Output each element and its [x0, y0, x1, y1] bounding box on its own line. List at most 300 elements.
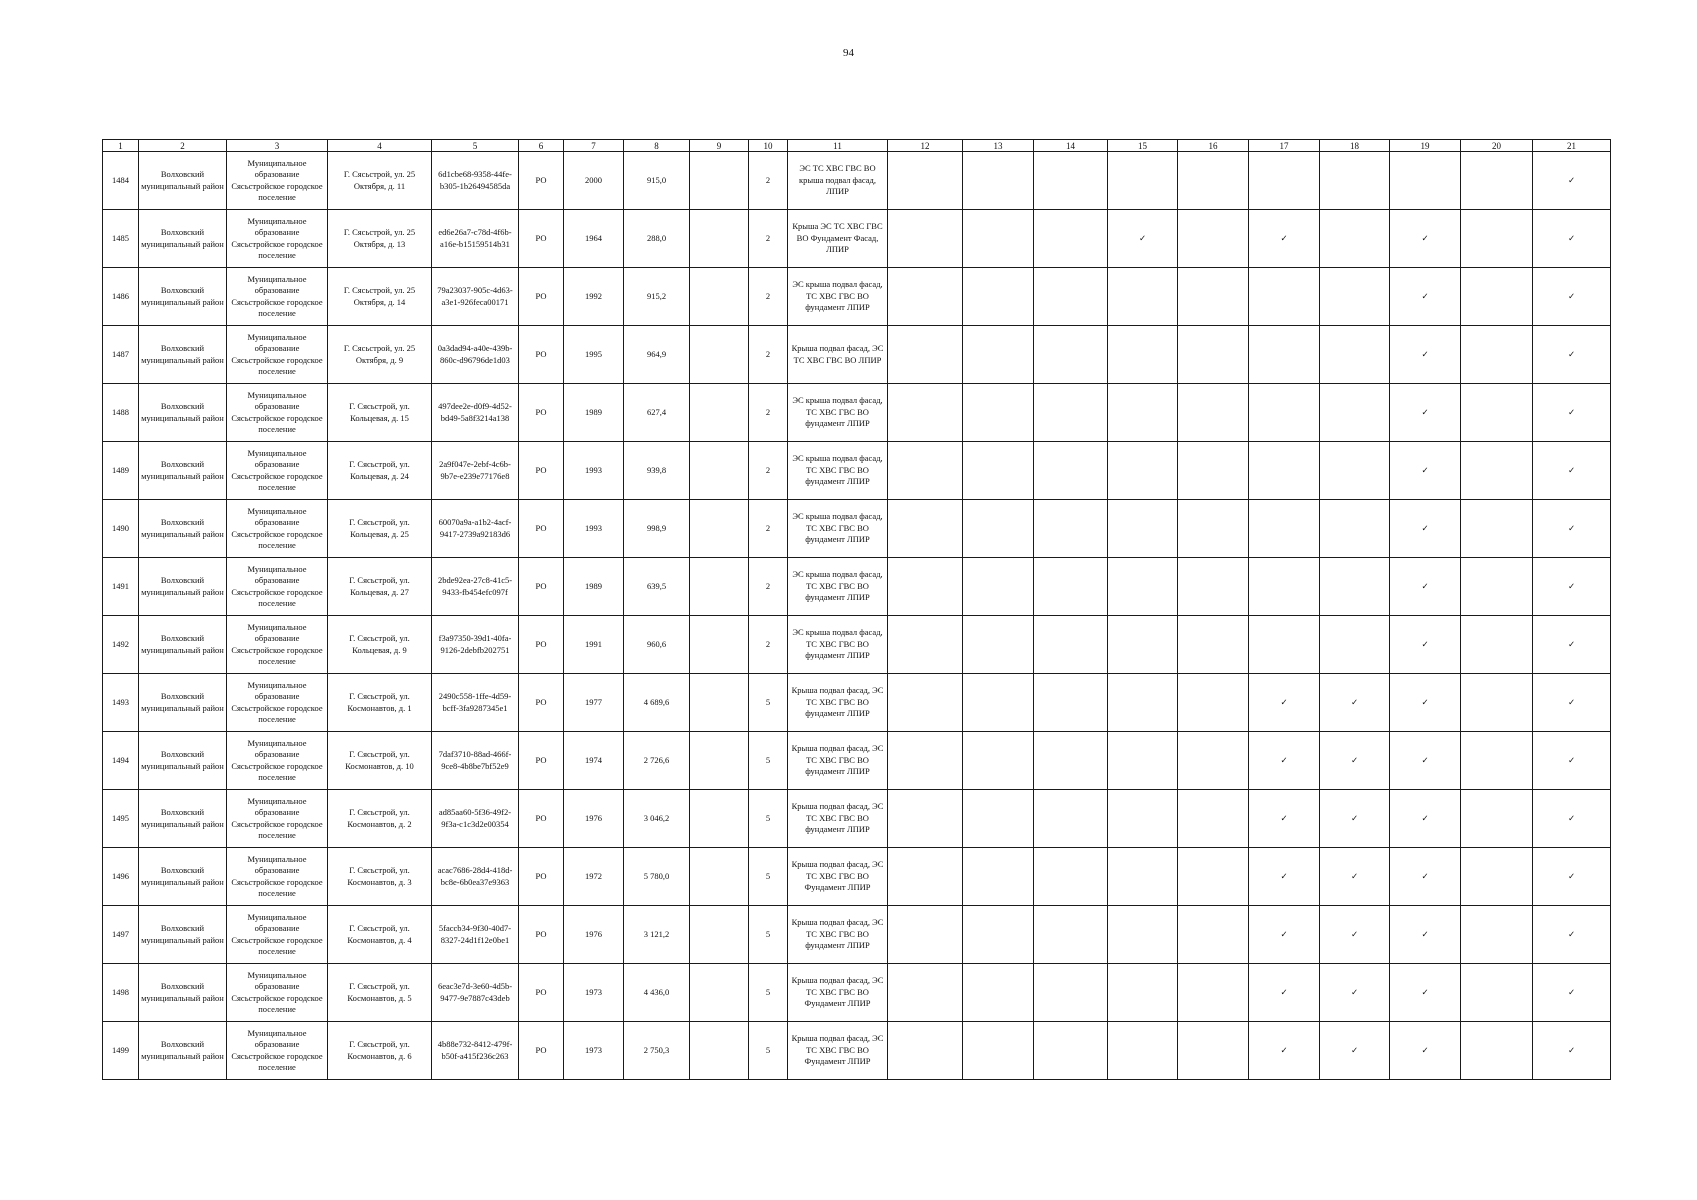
table-row	[103, 674, 1611, 732]
checkmark-icon: ✓	[1249, 790, 1320, 848]
empty-cell	[1461, 848, 1533, 906]
table-cell: 1484	[103, 152, 139, 210]
empty-cell	[1178, 848, 1249, 906]
column-header: 5	[432, 140, 519, 152]
empty-cell	[1034, 558, 1108, 616]
table-cell: 1993	[564, 442, 624, 500]
empty-cell	[1178, 442, 1249, 500]
empty-cell	[888, 442, 963, 500]
table-cell: Крыша подвал фасад, ЭС ТС ХВС ГВС ВО Фундамент ЛПИР	[788, 848, 888, 906]
checkmark-icon: ✓	[1390, 964, 1461, 1022]
empty-cell	[888, 616, 963, 674]
empty-cell	[963, 326, 1034, 384]
table-cell: Г. Сясьстрой, ул. Кольцевая, д. 24	[328, 442, 432, 500]
table-cell: 1497	[103, 906, 139, 964]
checkmark-icon: ✓	[1533, 732, 1611, 790]
checkmark-icon: ✓	[1390, 616, 1461, 674]
table-cell: 2	[749, 384, 788, 442]
table-cell: 2	[749, 152, 788, 210]
table-cell: 5	[749, 1022, 788, 1080]
table-cell: Волховский муниципальный район	[139, 848, 227, 906]
table-cell: Муниципальное образование Сясьстройское городское поселение	[227, 1022, 328, 1080]
table-cell: Крыша подвал фасад, ЭС ТС ХВС ГВС ВО ЛПИР	[788, 326, 888, 384]
column-header: 20	[1461, 140, 1533, 152]
table-cell: 915,2	[624, 268, 690, 326]
column-header: 18	[1320, 140, 1390, 152]
empty-cell	[1178, 674, 1249, 732]
table-cell: 1989	[564, 384, 624, 442]
table-cell: Крыша ЭС ТС ХВС ГВС ВО Фундамент Фасад, ЛПИР	[788, 210, 888, 268]
table-cell: Г. Сясьстрой, ул. Космонавтов, д. 6	[328, 1022, 432, 1080]
empty-cell	[1390, 152, 1461, 210]
checkmark-icon: ✓	[1320, 1022, 1390, 1080]
table-row	[103, 616, 1611, 674]
empty-cell	[1178, 732, 1249, 790]
table-cell: 2	[749, 500, 788, 558]
table-row	[103, 152, 1611, 210]
table-cell: 1498	[103, 964, 139, 1022]
table-cell: Волховский муниципальный район	[139, 268, 227, 326]
table-cell: Крыша подвал фасад, ЭС ТС ХВС ГВС ВО Фундамент ЛПИР	[788, 964, 888, 1022]
table-cell: Г. Сясьстрой, ул. Космонавтов, д. 5	[328, 964, 432, 1022]
table-cell: РО	[519, 210, 564, 268]
checkmark-icon: ✓	[1249, 210, 1320, 268]
empty-cell	[963, 848, 1034, 906]
column-header: 2	[139, 140, 227, 152]
table-cell	[690, 848, 749, 906]
empty-cell	[1320, 500, 1390, 558]
table-cell: 627,4	[624, 384, 690, 442]
empty-cell	[1034, 964, 1108, 1022]
empty-cell	[1320, 558, 1390, 616]
checkmark-icon: ✓	[1390, 268, 1461, 326]
table-cell: 3 046,2	[624, 790, 690, 848]
table-cell: ЭС ТС ХВС ГВС ВО крыша подвал фасад, ЛПИР	[788, 152, 888, 210]
table-cell: Г. Сясьстрой, ул. Космонавтов, д. 1	[328, 674, 432, 732]
table-cell: 639,5	[624, 558, 690, 616]
empty-cell	[1034, 790, 1108, 848]
table-cell: Муниципальное образование Сясьстройское городское поселение	[227, 616, 328, 674]
table-cell: 2	[749, 210, 788, 268]
table-cell: Волховский муниципальный район	[139, 964, 227, 1022]
empty-cell	[1249, 268, 1320, 326]
table-cell: РО	[519, 674, 564, 732]
table-cell: 4 436,0	[624, 964, 690, 1022]
checkmark-icon: ✓	[1390, 210, 1461, 268]
empty-cell	[1461, 268, 1533, 326]
empty-cell	[1034, 906, 1108, 964]
empty-cell	[888, 268, 963, 326]
table-cell: Г. Сясьстрой, ул. Космонавтов, д. 4	[328, 906, 432, 964]
table-cell: 915,0	[624, 152, 690, 210]
table-cell: Г. Сясьстрой, ул. Кольцевая, д. 9	[328, 616, 432, 674]
checkmark-icon: ✓	[1533, 790, 1611, 848]
checkmark-icon: ✓	[1533, 964, 1611, 1022]
checkmark-icon: ✓	[1533, 152, 1611, 210]
empty-cell	[963, 558, 1034, 616]
empty-cell	[1178, 1022, 1249, 1080]
table-cell: Волховский муниципальный район	[139, 616, 227, 674]
empty-cell	[963, 906, 1034, 964]
empty-cell	[888, 210, 963, 268]
table-cell: РО	[519, 384, 564, 442]
table-cell: Волховский муниципальный район	[139, 326, 227, 384]
table-cell: 1487	[103, 326, 139, 384]
empty-cell	[1249, 384, 1320, 442]
empty-cell	[888, 1022, 963, 1080]
table-cell: 1494	[103, 732, 139, 790]
table-row	[103, 906, 1611, 964]
empty-cell	[963, 268, 1034, 326]
checkmark-icon: ✓	[1390, 326, 1461, 384]
column-header: 6	[519, 140, 564, 152]
table-cell: ЭС крыша подвал фасад, ТС ХВС ГВС ВО фундамент ЛПИР	[788, 384, 888, 442]
column-header: 12	[888, 140, 963, 152]
table-cell: 2bde92ea-27c8-41c5-9433-fb454efc097f	[432, 558, 519, 616]
table-cell: Волховский муниципальный район	[139, 500, 227, 558]
empty-cell	[1320, 442, 1390, 500]
empty-cell	[963, 674, 1034, 732]
table-cell: 5	[749, 848, 788, 906]
table-cell	[690, 790, 749, 848]
column-header: 9	[690, 140, 749, 152]
table-cell: 2a9f047e-2ebf-4c6b-9b7e-e239e77176e8	[432, 442, 519, 500]
table-cell: 1995	[564, 326, 624, 384]
table-cell: 1491	[103, 558, 139, 616]
empty-cell	[1108, 848, 1178, 906]
table-cell: 1490	[103, 500, 139, 558]
housing-registry-table	[102, 139, 1611, 1080]
table-cell: 2 726,6	[624, 732, 690, 790]
column-header: 14	[1034, 140, 1108, 152]
empty-cell	[888, 790, 963, 848]
table-cell: Волховский муниципальный район	[139, 1022, 227, 1080]
checkmark-icon: ✓	[1390, 1022, 1461, 1080]
table-cell: Волховский муниципальный район	[139, 442, 227, 500]
column-header: 21	[1533, 140, 1611, 152]
empty-cell	[1178, 616, 1249, 674]
table-cell: 1964	[564, 210, 624, 268]
empty-cell	[1034, 732, 1108, 790]
table-cell: ЭС крыша подвал фасад, ТС ХВС ГВС ВО фундамент ЛПИР	[788, 500, 888, 558]
table-cell: Муниципальное образование Сясьстройское городское поселение	[227, 442, 328, 500]
empty-cell	[1034, 500, 1108, 558]
checkmark-icon: ✓	[1249, 732, 1320, 790]
table-cell: Г. Сясьстрой, ул. 25 Октября, д. 11	[328, 152, 432, 210]
table-cell: Волховский муниципальный район	[139, 732, 227, 790]
empty-cell	[1108, 906, 1178, 964]
table-cell: Муниципальное образование Сясьстройское городское поселение	[227, 326, 328, 384]
table-cell: Муниципальное образование Сясьстройское городское поселение	[227, 152, 328, 210]
table-row	[103, 1022, 1611, 1080]
empty-cell	[1461, 558, 1533, 616]
empty-cell	[888, 674, 963, 732]
table-cell: 6eac3e7d-3e60-4d5b-9477-9e7887c43deb	[432, 964, 519, 1022]
column-header: 3	[227, 140, 328, 152]
empty-cell	[888, 152, 963, 210]
column-header: 4	[328, 140, 432, 152]
table-cell: 2	[749, 616, 788, 674]
checkmark-icon: ✓	[1390, 848, 1461, 906]
empty-cell	[1034, 616, 1108, 674]
table-cell: РО	[519, 326, 564, 384]
empty-cell	[1108, 442, 1178, 500]
table-cell: Волховский муниципальный район	[139, 790, 227, 848]
table-cell: 998,9	[624, 500, 690, 558]
table-cell: 497dee2e-d0f9-4d52-bd49-5a8f3214a138	[432, 384, 519, 442]
checkmark-icon: ✓	[1320, 732, 1390, 790]
table-cell: 1499	[103, 1022, 139, 1080]
table-cell: 960,6	[624, 616, 690, 674]
table-cell: 5	[749, 964, 788, 1022]
table-cell	[690, 384, 749, 442]
empty-cell	[1034, 384, 1108, 442]
column-header: 15	[1108, 140, 1178, 152]
column-header: 10	[749, 140, 788, 152]
table-cell	[690, 674, 749, 732]
table-cell: 1489	[103, 442, 139, 500]
table-cell: 5 780,0	[624, 848, 690, 906]
table-cell: Волховский муниципальный район	[139, 558, 227, 616]
empty-cell	[1034, 326, 1108, 384]
empty-cell	[1320, 210, 1390, 268]
checkmark-icon: ✓	[1533, 268, 1611, 326]
table-cell: 1972	[564, 848, 624, 906]
table-cell	[690, 442, 749, 500]
checkmark-icon: ✓	[1390, 790, 1461, 848]
table-cell: Г. Сясьстрой, ул. Кольцевая, д. 25	[328, 500, 432, 558]
checkmark-icon: ✓	[1320, 848, 1390, 906]
empty-cell	[1461, 384, 1533, 442]
column-header: 16	[1178, 140, 1249, 152]
checkmark-icon: ✓	[1390, 558, 1461, 616]
table-row	[103, 558, 1611, 616]
empty-cell	[1178, 906, 1249, 964]
table-cell: Волховский муниципальный район	[139, 384, 227, 442]
empty-cell	[1320, 152, 1390, 210]
table-cell: РО	[519, 964, 564, 1022]
empty-cell	[1461, 210, 1533, 268]
checkmark-icon: ✓	[1390, 906, 1461, 964]
table-cell	[690, 616, 749, 674]
table-row	[103, 500, 1611, 558]
checkmark-icon: ✓	[1390, 500, 1461, 558]
table-cell: Г. Сясьстрой, ул. Кольцевая, д. 27	[328, 558, 432, 616]
checkmark-icon: ✓	[1390, 442, 1461, 500]
table-cell: ed6e26a7-c78d-4f6b-a16e-b15159514b31	[432, 210, 519, 268]
table-cell: РО	[519, 616, 564, 674]
table-cell: 2	[749, 268, 788, 326]
empty-cell	[1461, 500, 1533, 558]
empty-cell	[1108, 732, 1178, 790]
table-cell: Волховский муниципальный район	[139, 152, 227, 210]
empty-cell	[1178, 326, 1249, 384]
column-header: 11	[788, 140, 888, 152]
table-body	[103, 152, 1611, 1080]
empty-cell	[963, 384, 1034, 442]
checkmark-icon: ✓	[1533, 848, 1611, 906]
empty-cell	[963, 152, 1034, 210]
table-cell: 1496	[103, 848, 139, 906]
table-cell: 1973	[564, 964, 624, 1022]
empty-cell	[963, 732, 1034, 790]
table-cell: Муниципальное образование Сясьстройское городское поселение	[227, 848, 328, 906]
column-header: 17	[1249, 140, 1320, 152]
empty-cell	[888, 732, 963, 790]
table-row	[103, 268, 1611, 326]
empty-cell	[1178, 964, 1249, 1022]
table-cell: ad85aa60-5f36-49f2-9f3a-c1c3d2e00354	[432, 790, 519, 848]
table-cell: Крыша подвал фасад, ЭС ТС ХВС ГВС ВО фундамент ЛПИР	[788, 732, 888, 790]
empty-cell	[1108, 674, 1178, 732]
empty-cell	[1461, 906, 1533, 964]
table-cell: Волховский муниципальный район	[139, 674, 227, 732]
table-cell: Муниципальное образование Сясьстройское городское поселение	[227, 964, 328, 1022]
empty-cell	[1034, 442, 1108, 500]
table-cell: 5faccb34-9f30-40d7-8327-24d1f12e0be1	[432, 906, 519, 964]
checkmark-icon: ✓	[1533, 384, 1611, 442]
checkmark-icon: ✓	[1533, 210, 1611, 268]
empty-cell	[963, 616, 1034, 674]
table-cell: РО	[519, 848, 564, 906]
checkmark-icon: ✓	[1533, 616, 1611, 674]
table-cell: 2 750,3	[624, 1022, 690, 1080]
table-cell: 2	[749, 326, 788, 384]
empty-cell	[888, 558, 963, 616]
empty-cell	[1249, 326, 1320, 384]
table-cell: 1993	[564, 500, 624, 558]
table-cell: 5	[749, 674, 788, 732]
empty-cell	[1249, 442, 1320, 500]
table-cell	[690, 326, 749, 384]
table-cell: Волховский муниципальный район	[139, 210, 227, 268]
table-cell: Г. Сясьстрой, ул. Кольцевая, д. 15	[328, 384, 432, 442]
empty-cell	[1461, 790, 1533, 848]
table-row	[103, 384, 1611, 442]
checkmark-icon: ✓	[1390, 384, 1461, 442]
empty-cell	[1249, 616, 1320, 674]
table-cell: ЭС крыша подвал фасад, ТС ХВС ГВС ВО фундамент ЛПИР	[788, 616, 888, 674]
empty-cell	[1249, 152, 1320, 210]
table-cell: Г. Сясьстрой, ул. 25 Октября, д. 13	[328, 210, 432, 268]
table-cell: РО	[519, 790, 564, 848]
empty-cell	[1034, 848, 1108, 906]
empty-cell	[1320, 384, 1390, 442]
table-cell: 1486	[103, 268, 139, 326]
column-header: 13	[963, 140, 1034, 152]
column-header: 7	[564, 140, 624, 152]
table-cell: 1991	[564, 616, 624, 674]
table-cell: 964,9	[624, 326, 690, 384]
table-cell: ЭС крыша подвал фасад, ТС ХВС ГВС ВО фундамент ЛПИР	[788, 442, 888, 500]
empty-cell	[963, 1022, 1034, 1080]
table-cell: 1492	[103, 616, 139, 674]
checkmark-icon: ✓	[1533, 326, 1611, 384]
table-cell: 4b88e732-8412-479f-b50f-a415f236c263	[432, 1022, 519, 1080]
empty-cell	[1461, 152, 1533, 210]
table-cell: РО	[519, 732, 564, 790]
table-cell: РО	[519, 152, 564, 210]
table-cell: ЭС крыша подвал фасад, ТС ХВС ГВС ВО фундамент ЛПИР	[788, 558, 888, 616]
empty-cell	[1108, 152, 1178, 210]
empty-cell	[888, 384, 963, 442]
table-cell: 2000	[564, 152, 624, 210]
table-cell: Волховский муниципальный район	[139, 906, 227, 964]
table-cell	[690, 500, 749, 558]
table-row	[103, 732, 1611, 790]
column-number-row	[103, 140, 1611, 152]
empty-cell	[1178, 500, 1249, 558]
table-cell: 5	[749, 906, 788, 964]
table-cell: 1493	[103, 674, 139, 732]
empty-cell	[963, 790, 1034, 848]
empty-cell	[1108, 326, 1178, 384]
table-row	[103, 848, 1611, 906]
table-cell: 1992	[564, 268, 624, 326]
empty-cell	[1034, 210, 1108, 268]
empty-cell	[888, 500, 963, 558]
checkmark-icon: ✓	[1320, 790, 1390, 848]
table-cell	[690, 1022, 749, 1080]
empty-cell	[888, 326, 963, 384]
empty-cell	[1461, 326, 1533, 384]
table-cell: Г. Сясьстрой, ул. Космонавтов, д. 10	[328, 732, 432, 790]
table-cell: Крыша подвал фасад, ЭС ТС ХВС ГВС ВО фундамент ЛПИР	[788, 906, 888, 964]
empty-cell	[888, 906, 963, 964]
empty-cell	[963, 964, 1034, 1022]
checkmark-icon: ✓	[1249, 848, 1320, 906]
table-cell: РО	[519, 442, 564, 500]
table-cell: 2	[749, 442, 788, 500]
table-cell: 1989	[564, 558, 624, 616]
empty-cell	[1178, 268, 1249, 326]
empty-cell	[1461, 732, 1533, 790]
table-row	[103, 964, 1611, 1022]
empty-cell	[1108, 1022, 1178, 1080]
table-cell: 2490c558-1ffe-4d59-bcff-3fa9287345e1	[432, 674, 519, 732]
table-cell: 939,8	[624, 442, 690, 500]
empty-cell	[1178, 558, 1249, 616]
table-cell: 2	[749, 558, 788, 616]
table-cell: 1488	[103, 384, 139, 442]
table-cell: Муниципальное образование Сясьстройское городское поселение	[227, 500, 328, 558]
table-cell: 4 689,6	[624, 674, 690, 732]
table-cell: 1976	[564, 906, 624, 964]
table-cell: Муниципальное образование Сясьстройское городское поселение	[227, 674, 328, 732]
table-cell: 7daf3710-88ad-466f-9ce8-4b8be7bf52e9	[432, 732, 519, 790]
table-cell: Крыша подвал фасад, ЭС ТС ХВС ГВС ВО фундамент ЛПИР	[788, 674, 888, 732]
checkmark-icon: ✓	[1320, 674, 1390, 732]
table-cell: Крыша подвал фасад, ЭС ТС ХВС ГВС ВО Фундамент ЛПИР	[788, 1022, 888, 1080]
column-header: 1	[103, 140, 139, 152]
empty-cell	[888, 848, 963, 906]
table-cell: Г. Сясьстрой, ул. Космонавтов, д. 2	[328, 790, 432, 848]
empty-cell	[1178, 790, 1249, 848]
empty-cell	[1108, 384, 1178, 442]
checkmark-icon: ✓	[1533, 906, 1611, 964]
table-cell: 1977	[564, 674, 624, 732]
empty-cell	[1108, 616, 1178, 674]
table-cell: f3a97350-39d1-40fa-9126-2debfb202751	[432, 616, 519, 674]
table-cell	[690, 906, 749, 964]
empty-cell	[1461, 616, 1533, 674]
checkmark-icon: ✓	[1249, 906, 1320, 964]
table-cell: acac7686-28d4-418d-bc8e-6b0ea37e9363	[432, 848, 519, 906]
table-cell: 1974	[564, 732, 624, 790]
empty-cell	[1108, 964, 1178, 1022]
table-cell: 1485	[103, 210, 139, 268]
empty-cell	[1108, 558, 1178, 616]
